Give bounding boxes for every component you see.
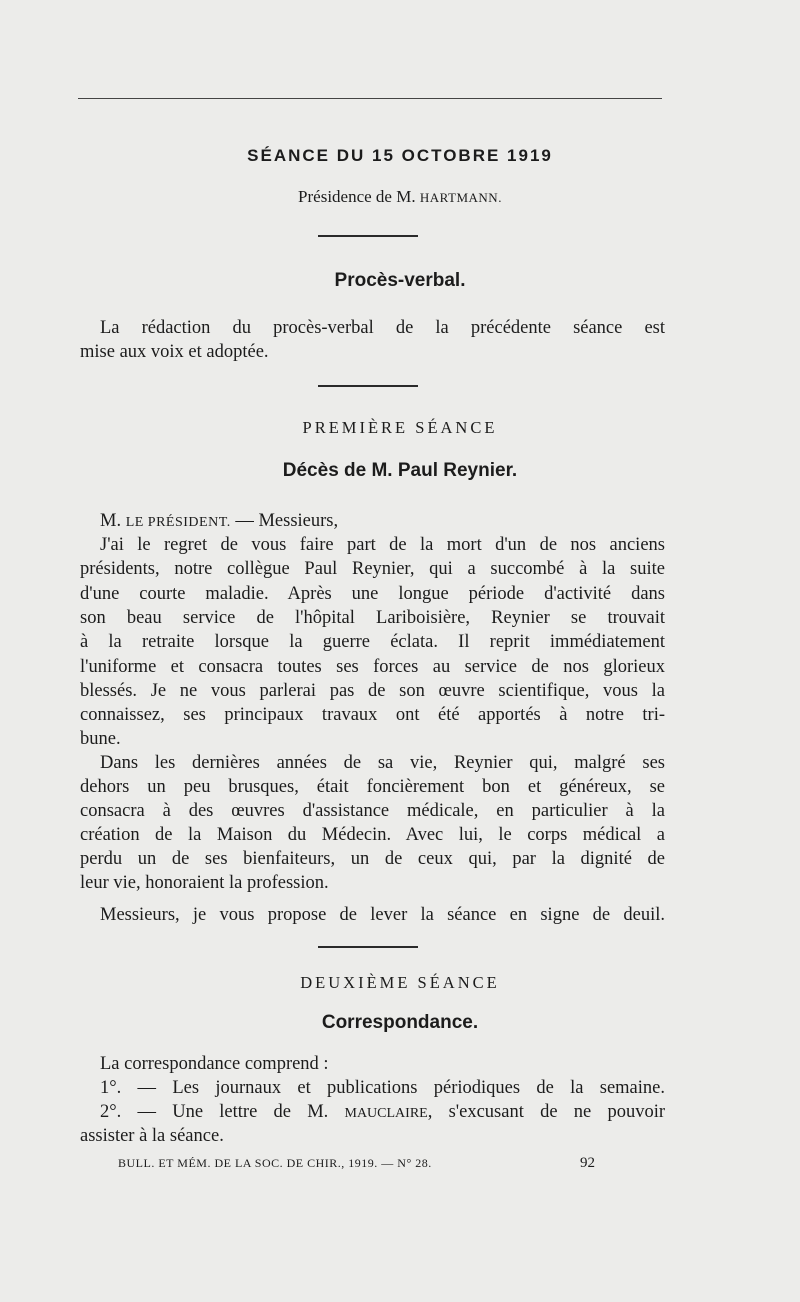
body-line: J'ai le regret de vous faire part de la mort d'un de nos anciens [100,535,665,555]
body-line: assister à la séance. [80,1126,224,1146]
page-number: 92 [580,1155,595,1171]
body-line: présidents, notre collègue Paul Reynier, qui a succombé à la suite [80,559,665,579]
body-line: l'uniforme et consacra toutes ses forces au service de nos glorieux [80,657,665,677]
body-line: perdu un de ses bienfaiteurs, un de ceux qui, par la dignité de [80,849,665,869]
session-title: SÉANCE DU 15 OCTOBRE 1919 [247,146,553,165]
speaker-name: LE PRÉSIDENT. [125,515,231,530]
body-line: à la retraite lorsque la guerre éclata. Il reprit immédiatement [80,632,665,652]
body-line: Messieurs, je vous propose de lever la séance en signe de deuil. [100,905,665,925]
body-line: leur vie, honoraient la profession. [80,873,329,893]
body-line: connaissez, ses principaux travaux ont été apportés à notre tri- [80,705,665,725]
presidence-line [0,187,800,207]
item2-prefix: 2°. — Une lettre de M. [100,1102,345,1122]
list-item: 1°. — Les journaux et publications périodiques de la semaine. [100,1078,665,1098]
running-footer: BULL. ET MÉM. DE LA SOC. DE CHIR., 1919. — N° 28. [118,1156,432,1170]
body-line: blessés. Je ne vous parlerai pas de son œuvre scientifique, vous la [80,681,665,701]
body-line: dehors un peu brusques, était foncièrement bon et généreux, se [80,777,665,797]
item2-name: MAUCLAIRE [344,1106,428,1121]
section-divider [318,946,418,948]
president-name: HARTMANN. [419,190,502,205]
body-line: Dans les dernières années de sa vie, Reynier qui, malgré ses [100,753,665,773]
item2-suffix: , s'excusant de ne pouvoir [427,1102,665,1122]
deuxieme-seance-heading: DEUXIÈME SÉANCE [300,973,500,992]
speaker-prefix: M. [100,511,126,531]
body-line: La correspondance comprend : [100,1054,329,1074]
body-line: création de la Maison du Médecin. Avec lui, le corps médical a [80,825,665,845]
speaker-line [100,509,665,535]
proces-verbal-heading: Procès-verbal. [334,270,466,291]
section-divider [318,385,418,387]
body-line: La rédaction du procès-verbal de la précédente séance est [100,318,665,338]
list-item [100,1100,665,1126]
top-rule [78,98,662,99]
body-line: d'une courte maladie. Après une longue période d'activité dans [80,584,665,604]
body-line: mise aux voix et adoptée. [80,342,269,362]
section-divider [318,235,418,237]
body-line: consacra à des œuvres d'assistance médicale, en particulier à la [80,801,665,821]
deces-heading: Décès de M. Paul Reynier. [282,460,518,481]
correspondance-heading: Correspondance. [321,1012,479,1033]
speaker-suffix: — Messieurs, [230,511,339,531]
body-line: son beau service de l'hôpital Lariboisière, Reynier se trouvait [80,608,665,628]
presidence-prefix: Présidence de M. [298,187,420,206]
premiere-seance-heading: PREMIÈRE SÉANCE [302,418,498,437]
body-line: bune. [80,729,121,749]
